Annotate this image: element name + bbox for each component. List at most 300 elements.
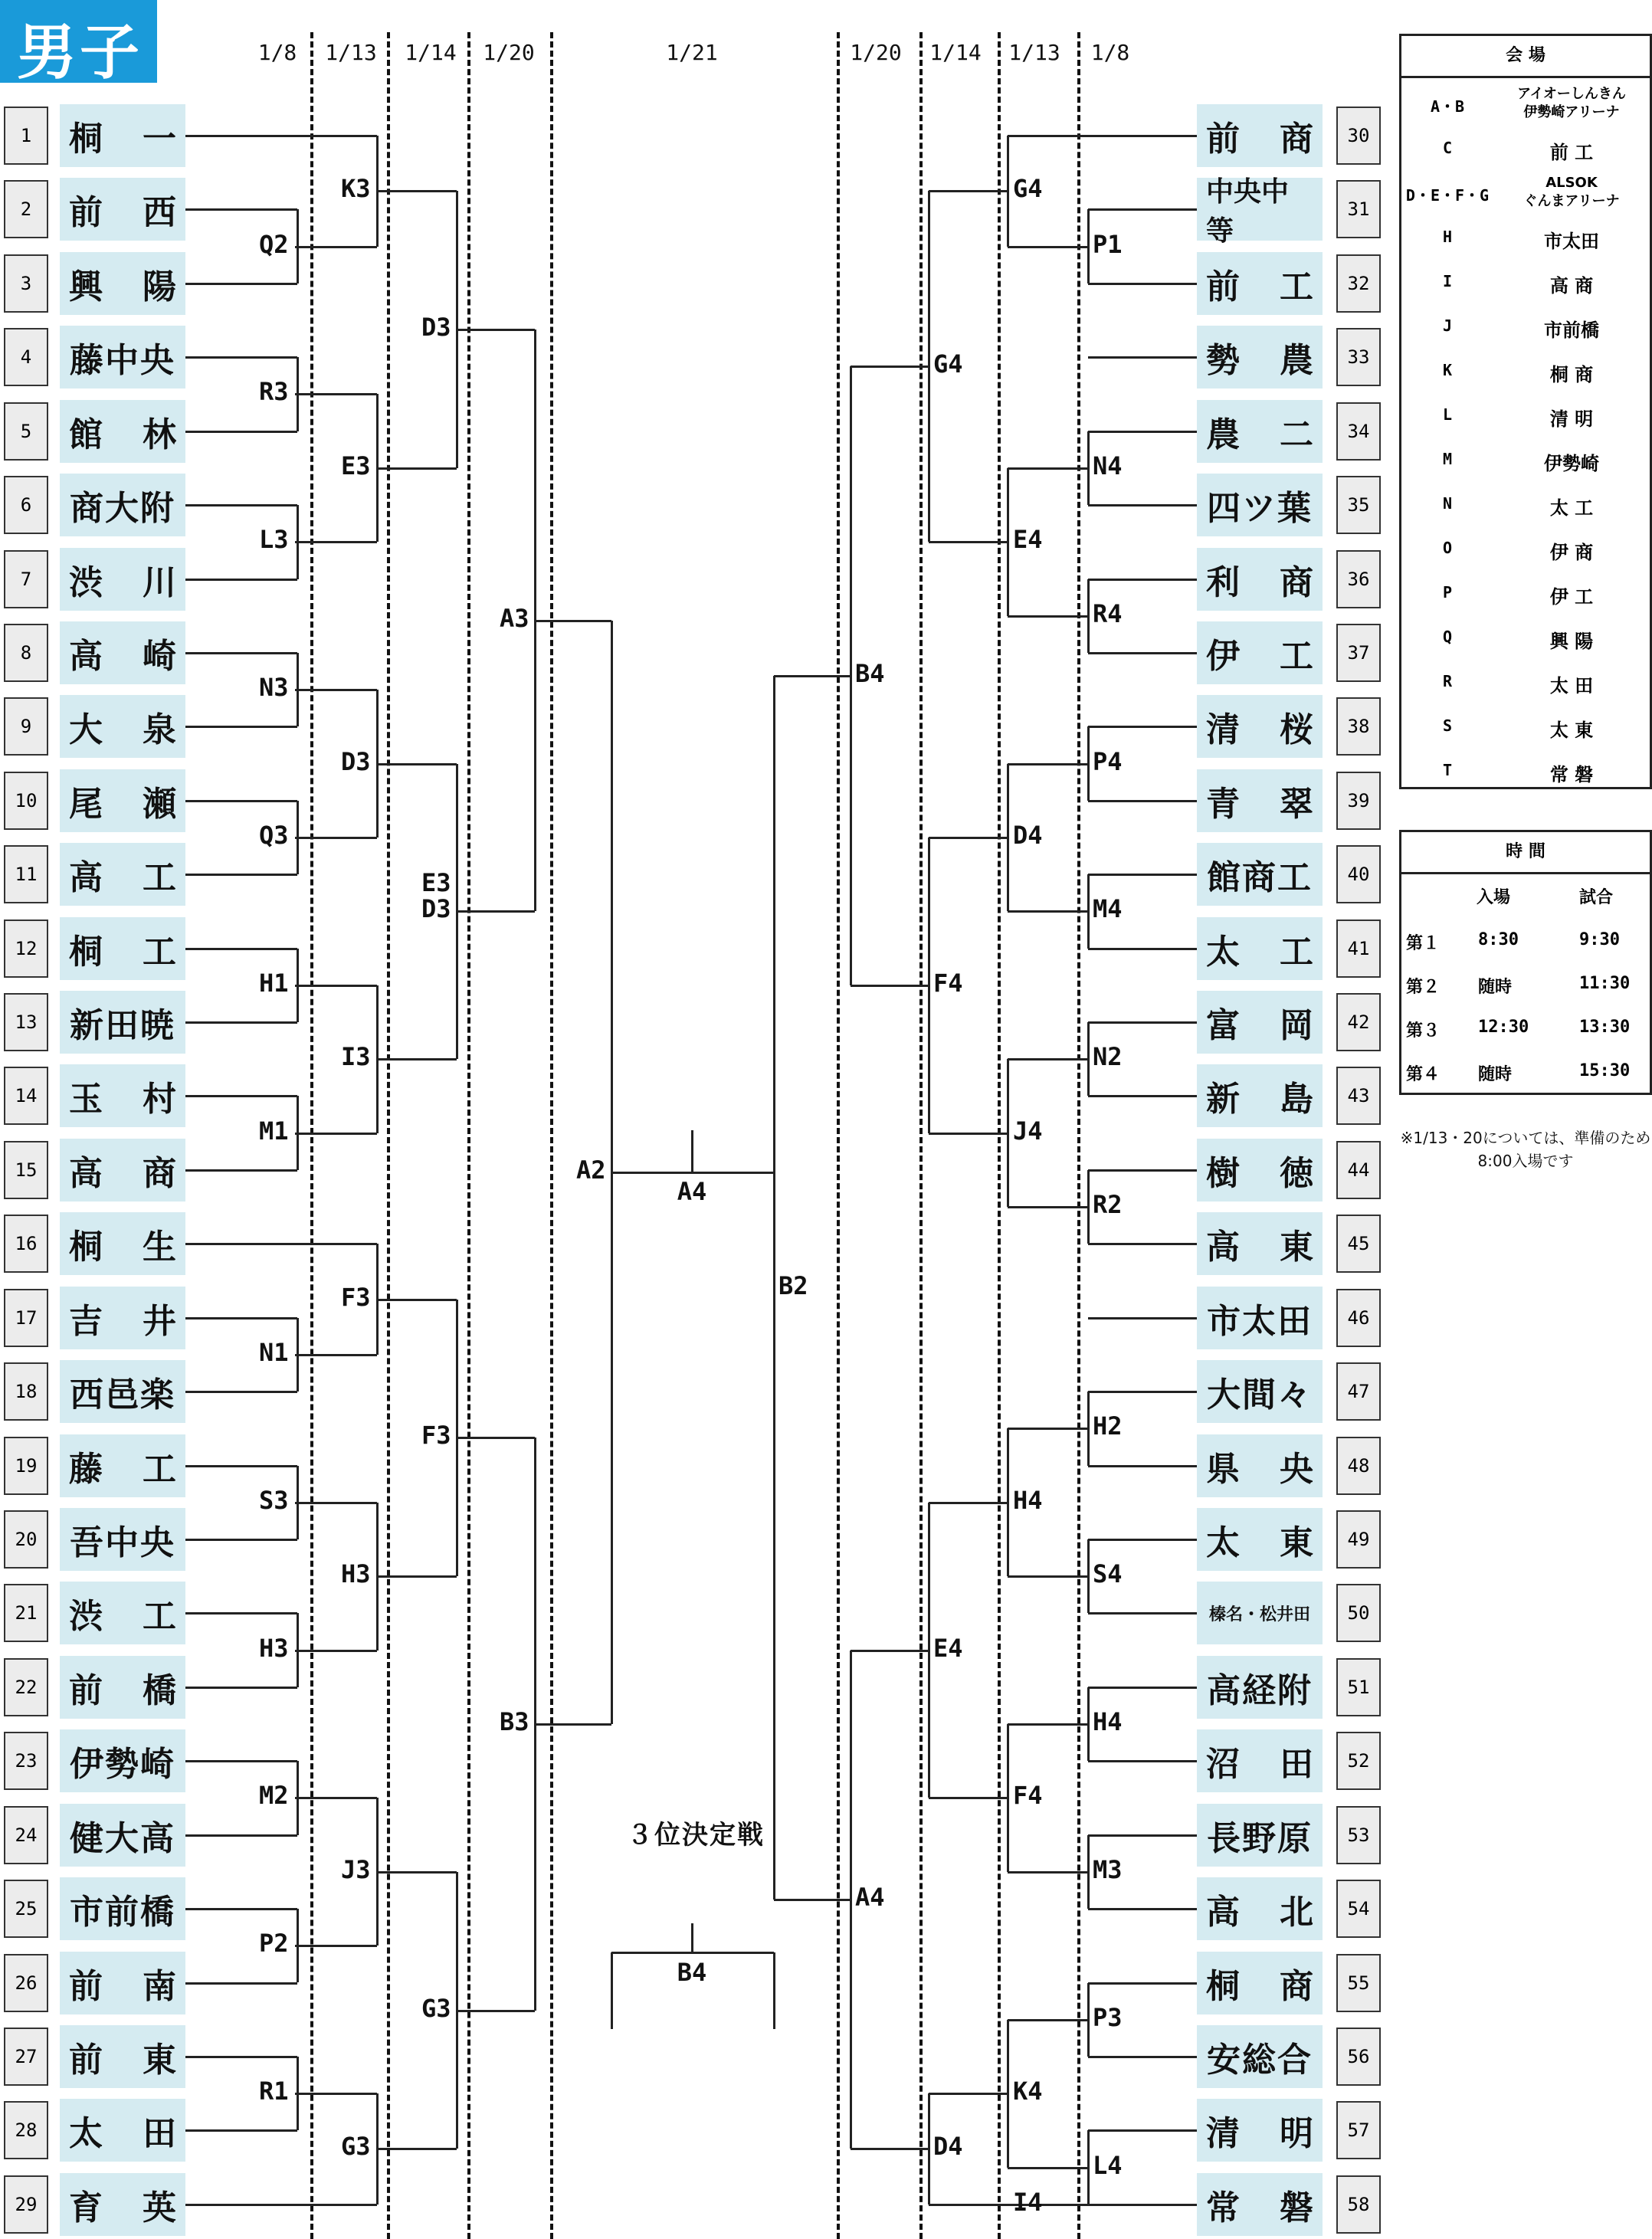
team-name: 高 北: [1197, 1877, 1323, 1940]
venue-row: [1401, 484, 1650, 526]
round-divider: [550, 32, 553, 2239]
bracket-line: [1088, 652, 1197, 654]
time-match: 11:30: [1579, 974, 1631, 993]
venue-name: 太 東: [1549, 720, 1594, 741]
venue-name: 伊 工: [1549, 586, 1594, 608]
team-seed-number: 13: [4, 993, 48, 1051]
bracket-line: [773, 1952, 775, 2029]
bracket-line: [1008, 1206, 1088, 1208]
time-label: 第３: [1406, 1021, 1441, 1041]
team-seed-number: 51: [1336, 1658, 1381, 1716]
team-seed-number: 15: [4, 1141, 48, 1199]
round-divider: [387, 32, 390, 2239]
bracket-line: [1088, 1243, 1197, 1245]
venue-row: [1401, 306, 1650, 349]
bracket-line: [1088, 1391, 1197, 1393]
bracket-line: [185, 356, 297, 359]
bracket-line: [691, 1130, 693, 1172]
team-name: 桐 商: [1197, 1952, 1323, 2014]
bracket-line: [185, 431, 297, 433]
venue-name: 太 工: [1549, 497, 1594, 519]
team-seed-number: 7: [4, 550, 48, 608]
match-code: B3: [500, 1707, 529, 1737]
match-code: R3: [259, 377, 289, 407]
schedule-note: ※1/13・20については、準備のため8:00入場です: [1400, 1129, 1651, 1170]
venue-code: C: [1442, 139, 1453, 157]
team-seed-number: 17: [4, 1289, 48, 1347]
team-seed-number: 9: [4, 697, 48, 756]
bracket-line: [295, 1797, 377, 1799]
bracket-line: [377, 2148, 457, 2150]
team-seed-number: 54: [1336, 1880, 1381, 1938]
bracket-line: [1008, 1428, 1088, 1430]
team-name: 前 西: [60, 178, 185, 241]
team-seed-number: 28: [4, 2101, 48, 2159]
bracket-line: [185, 2056, 297, 2058]
team-name: 清 明: [1197, 2099, 1323, 2162]
team-name: 西邑楽: [60, 1360, 185, 1423]
team-name: 興 陽: [60, 252, 185, 315]
team-seed-number: 56: [1336, 2028, 1381, 2086]
round-divider: [1077, 32, 1080, 2239]
bracket-line: [185, 1317, 297, 1319]
bracket-line: [295, 985, 377, 987]
bracket-line: [851, 2148, 929, 2150]
bracket-line: [1008, 1871, 1088, 1873]
bracket-line: [377, 190, 457, 192]
bracket-line: [1088, 948, 1197, 950]
match-code: K4: [1013, 2077, 1043, 2106]
bracket-line: [1008, 1058, 1088, 1060]
bracket-line: [295, 1133, 377, 1135]
team-name: 清 桜: [1197, 695, 1323, 758]
venue-code: T: [1442, 761, 1453, 779]
team-seed-number: 40: [1336, 845, 1381, 903]
time-label: 第２: [1406, 978, 1441, 997]
team-seed-number: 8: [4, 624, 48, 682]
venue-name: 高 商: [1549, 275, 1594, 297]
team-name: 常 磐: [1197, 2173, 1323, 2236]
team-seed-number: 32: [1336, 254, 1381, 313]
bracket-line: [929, 1133, 1008, 1135]
time-match: 15:30: [1579, 1061, 1631, 1080]
bracket-line: [1008, 763, 1088, 765]
time-label: 第４: [1406, 1065, 1441, 1084]
bracket-line: [1088, 1908, 1197, 1910]
bracket-line: [1008, 910, 1088, 913]
team-name: 渋 川: [60, 548, 185, 611]
team-seed-number: 22: [4, 1658, 48, 1716]
team-name: 健大高: [60, 1804, 185, 1867]
venue-code: K: [1442, 361, 1453, 379]
bracket-line: [1008, 615, 1088, 618]
team-name: 吉 井: [60, 1287, 185, 1349]
round-date: 1/13: [325, 40, 377, 65]
bracket-line: [1088, 208, 1197, 211]
bracket-line: [457, 1437, 535, 1439]
team-name: 玉 村: [60, 1064, 185, 1127]
bracket-line: [1088, 874, 1197, 876]
team-name: 榛名・松井田: [1197, 1582, 1323, 1644]
match-code: J4: [1013, 1116, 1043, 1146]
team-name: 館 林: [60, 400, 185, 463]
team-name: 吾中央: [60, 1508, 185, 1571]
team-seed-number: 42: [1336, 993, 1381, 1051]
bracket-line: [377, 467, 457, 470]
match-code: A4: [855, 1883, 885, 1913]
match-code: H3: [341, 1559, 371, 1589]
bracket-line: [1088, 800, 1197, 802]
bracket-line: [457, 329, 535, 331]
team-seed-number: 33: [1336, 328, 1381, 386]
bracket-line: [377, 763, 457, 765]
bracket-line: [1088, 135, 1197, 137]
match-code: E4: [933, 1633, 963, 1663]
team-seed-number: 50: [1336, 1584, 1381, 1642]
bracket-line: [185, 1982, 297, 1985]
match-code: L3: [259, 525, 289, 555]
third-place-label: B4: [677, 1958, 707, 1987]
venue-row: [1401, 528, 1650, 571]
bracket-line: [1008, 2019, 1088, 2021]
time-entry: 随時: [1478, 1065, 1513, 1084]
match-code: F4: [933, 968, 963, 998]
venue-row: [1401, 350, 1650, 393]
team-name: 四ツ葉: [1197, 474, 1323, 536]
bracket-line: [185, 1021, 297, 1024]
venue-name: 前 工: [1549, 142, 1594, 163]
time-match: 13:30: [1579, 1018, 1631, 1037]
bracket-line: [1088, 283, 1197, 285]
bracket-line: [851, 985, 929, 987]
team-name: 太 田: [60, 2099, 185, 2162]
match-code: H3: [259, 1633, 289, 1663]
match-code: N3: [259, 673, 289, 703]
time-entry: 随時: [1478, 978, 1513, 997]
bracket-line: [1088, 2204, 1197, 2206]
venue-row: [1401, 84, 1650, 126]
bracket-line: [929, 837, 1008, 839]
venue-code: R: [1442, 672, 1453, 690]
bracket-line: [185, 1243, 295, 1245]
bracket-line: [295, 135, 377, 137]
venue-name: 伊勢崎: [1544, 453, 1599, 474]
bracket-line: [1088, 726, 1197, 728]
bracket-line: [185, 1687, 297, 1689]
team-seed-number: 26: [4, 1954, 48, 2012]
team-seed-number: 44: [1336, 1141, 1381, 1199]
match-code: M4: [1093, 894, 1123, 924]
bracket-line: [185, 1391, 297, 1393]
team-name: 藤 工: [60, 1434, 185, 1497]
bracket-line: [185, 135, 295, 137]
third-place-title: ３位決定戦: [627, 1820, 765, 1851]
bracket-line: [1008, 2167, 1088, 2169]
team-name: 高 崎: [60, 621, 185, 684]
bracket-line: [295, 1945, 377, 1947]
bracket-line: [929, 190, 1008, 192]
venue-name: 太 田: [1549, 675, 1594, 697]
bracket-line: [1008, 1723, 1088, 1726]
team-name: 樹 徳: [1197, 1139, 1323, 1201]
match-code: H4: [1013, 1485, 1043, 1515]
team-seed-number: 41: [1336, 920, 1381, 978]
team-name: 長野原: [1197, 1804, 1323, 1867]
venue-row: [1401, 128, 1650, 171]
venue-name: 興 陽: [1549, 631, 1594, 652]
match-code: Q2: [259, 229, 289, 259]
match-code: G4: [933, 349, 963, 379]
team-name: 農 二: [1197, 400, 1323, 463]
team-name: 高 商: [60, 1139, 185, 1201]
venue-name: 市太田: [1544, 231, 1599, 252]
match-code: B4: [855, 659, 885, 689]
match-code: J3: [341, 1854, 371, 1884]
bracket-line: [185, 283, 297, 285]
bracket-line: [185, 2129, 297, 2132]
bracket-line: [1008, 246, 1088, 248]
team-name: 前 商: [1197, 104, 1323, 167]
team-seed-number: 43: [1336, 1067, 1381, 1125]
bracket-line: [185, 1760, 297, 1762]
match-code: L4: [1093, 2150, 1123, 2180]
round-date: 1/8: [257, 40, 297, 65]
team-name: 渋 工: [60, 1582, 185, 1644]
venue-row: [1401, 172, 1650, 215]
team-seed-number: 24: [4, 1806, 48, 1864]
bracket-line: [1088, 504, 1197, 506]
bracket-line: [185, 2204, 295, 2206]
venue-name: 常 磐: [1549, 764, 1594, 785]
team-seed-number: 19: [4, 1437, 48, 1495]
page-title: 男子: [17, 18, 143, 87]
bracket-line: [295, 837, 377, 839]
match-code: N4: [1093, 451, 1123, 480]
venue-name: 市前橋: [1544, 320, 1599, 341]
bracket-line: [185, 1095, 297, 1097]
team-seed-number: 3: [4, 254, 48, 313]
team-seed-number: 52: [1336, 1732, 1381, 1790]
bracket-line: [611, 1952, 613, 2029]
time-table-header: 時 間: [1401, 832, 1650, 874]
bracket-line: [185, 800, 297, 802]
match-code: P1: [1093, 229, 1123, 259]
team-name: 桐 工: [60, 917, 185, 980]
team-seed-number: 31: [1336, 180, 1381, 238]
team-seed-number: 14: [4, 1067, 48, 1125]
bracket-line: [851, 1650, 929, 1652]
match-code: F4: [1013, 1781, 1043, 1811]
bracket-line: [185, 652, 297, 654]
match-code: S3: [259, 1485, 289, 1515]
bracket-line: [929, 2204, 1008, 2206]
venue-code: J: [1442, 316, 1453, 335]
semifinal-code: A2: [576, 1155, 606, 1185]
match-code: F3: [421, 1421, 451, 1451]
bracket-line: [295, 1243, 377, 1245]
bracket-line: [851, 366, 929, 368]
round-date: 1/14: [929, 40, 982, 65]
match-code: P3: [1093, 2002, 1123, 2032]
bracket-line: [185, 1539, 297, 1541]
bracket-line: [295, 1354, 377, 1356]
team-seed-number: 35: [1336, 476, 1381, 534]
match-code: I4: [1013, 2187, 1043, 2217]
title-badge: [0, 0, 157, 87]
team-seed-number: 10: [4, 772, 48, 830]
bracket-line: [1088, 1465, 1197, 1467]
match-code: K3: [341, 174, 371, 204]
bracket-line: [185, 1612, 297, 1615]
bracket-line: [1088, 1760, 1197, 1762]
team-seed-number: 47: [1336, 1362, 1381, 1421]
match-code: E4: [1013, 525, 1043, 555]
match-code: Q3: [259, 820, 289, 850]
time-entry: 12:30: [1478, 1018, 1529, 1037]
time-table: [1399, 830, 1652, 1095]
venue-row: [1401, 572, 1650, 615]
bracket-line: [1088, 1095, 1197, 1097]
venue-table-header: 会 場: [1401, 36, 1650, 78]
bracket-line: [185, 208, 297, 211]
venue-row: [1401, 617, 1650, 660]
semifinal-code: B2: [778, 1270, 808, 1300]
match-code: A3: [500, 603, 529, 633]
team-seed-number: 5: [4, 402, 48, 461]
bracket-line: [185, 726, 297, 728]
team-seed-number: 45: [1336, 1215, 1381, 1273]
team-name: 中央中等: [1197, 178, 1323, 241]
venue-code: A・B: [1430, 97, 1465, 116]
team-seed-number: 1: [4, 107, 48, 165]
team-name: 市太田: [1197, 1287, 1323, 1349]
bracket-line: [1088, 2056, 1197, 2058]
match-code: D4: [1013, 820, 1043, 850]
match-code: R1: [259, 2077, 289, 2106]
bracket-line: [929, 1502, 1008, 1504]
team-name: 桐 一: [60, 104, 185, 167]
team-name: 沼 田: [1197, 1729, 1323, 1792]
venue-row: [1401, 261, 1650, 304]
bracket-line: [1088, 1021, 1197, 1024]
match-code: E3: [341, 451, 371, 480]
bracket-line: [773, 676, 775, 1900]
bracket-line: [377, 1575, 457, 1578]
team-name: 伊勢崎: [60, 1729, 185, 1792]
team-name: 前 橋: [60, 1656, 185, 1719]
match-code: R2: [1093, 1190, 1123, 1220]
team-seed-number: 38: [1336, 697, 1381, 756]
team-seed-number: 20: [4, 1510, 48, 1569]
bracket-line: [1008, 1575, 1088, 1578]
final-date: 1/21: [666, 40, 718, 65]
match-code: H4: [1093, 1707, 1123, 1737]
venue-code: M: [1442, 450, 1453, 468]
bracket-line: [377, 1058, 457, 1060]
team-seed-number: 16: [4, 1215, 48, 1273]
bracket-line: [1088, 1982, 1197, 1985]
match-code: G4: [1013, 174, 1043, 204]
team-seed-number: 37: [1336, 624, 1381, 682]
venue-code: H: [1442, 228, 1453, 246]
team-seed-number: 30: [1336, 107, 1381, 165]
bracket-line: [1088, 1539, 1197, 1541]
bracket-line: [295, 1650, 377, 1652]
time-label: 第１: [1406, 934, 1441, 953]
round-date: 1/14: [405, 40, 457, 65]
team-seed-number: 2: [4, 180, 48, 238]
team-seed-number: 23: [4, 1732, 48, 1790]
team-seed-number: 55: [1336, 1954, 1381, 2012]
venue-row: [1401, 439, 1650, 482]
match-code: G3: [341, 2132, 371, 2162]
match-code: H2: [1093, 1411, 1123, 1441]
bracket-line: [1088, 1169, 1197, 1172]
team-seed-number: 12: [4, 920, 48, 978]
match-code: G3: [421, 1993, 451, 2023]
bracket-line: [377, 1871, 457, 1873]
bracket-line: [929, 1797, 1008, 1799]
bracket-line: [1088, 2129, 1197, 2132]
bracket-line: [377, 1299, 457, 1301]
team-seed-number: 21: [4, 1584, 48, 1642]
venue-row: [1401, 661, 1650, 704]
venue-code: D・E・F・G: [1405, 186, 1490, 205]
bracket-line: [185, 1834, 297, 1837]
team-seed-number: 6: [4, 476, 48, 534]
bracket-line: [185, 874, 297, 876]
bracket-line: [185, 1908, 297, 1910]
bracket-line: [1088, 356, 1197, 359]
bracket-line: [929, 2093, 1008, 2095]
team-name: 勢 農: [1197, 326, 1323, 388]
venue-code: L: [1442, 405, 1453, 424]
bracket-line: [185, 504, 297, 506]
team-name: 太 東: [1197, 1508, 1323, 1571]
round-divider: [919, 32, 923, 2239]
round-date: 1/20: [850, 40, 902, 65]
team-name: 高 東: [1197, 1212, 1323, 1275]
team-seed-number: 48: [1336, 1437, 1381, 1495]
round-date: 1/8: [1090, 40, 1130, 65]
match-code: D3: [421, 313, 451, 343]
match-code: M3: [1093, 1854, 1123, 1884]
final-label: A4: [677, 1176, 707, 1206]
team-seed-number: 46: [1336, 1289, 1381, 1347]
team-seed-number: 49: [1336, 1510, 1381, 1569]
team-name: 利 商: [1197, 548, 1323, 611]
bracket-line: [1008, 467, 1088, 470]
team-name: 高 工: [60, 843, 185, 906]
match-code: I3: [341, 1042, 371, 1072]
team-name: 太 工: [1197, 917, 1323, 980]
team-name: 商大附: [60, 474, 185, 536]
bracket-line: [1088, 431, 1197, 433]
match-code: M2: [259, 1781, 289, 1811]
round-divider: [837, 32, 840, 2239]
bracket-line: [1088, 1612, 1197, 1615]
team-name: 藤中央: [60, 326, 185, 388]
team-name: 桐 生: [60, 1212, 185, 1275]
team-name: 前 工: [1197, 252, 1323, 315]
match-code: M1: [259, 1116, 289, 1146]
time-col-header: 入場: [1477, 888, 1511, 907]
round-date: 1/13: [1008, 40, 1060, 65]
venue-name: アイオーしんきん 伊勢崎アリーナ: [1517, 86, 1626, 120]
time-col-header: 試合: [1579, 888, 1614, 907]
venue-row: [1401, 750, 1650, 793]
team-name: 県 央: [1197, 1434, 1323, 1497]
